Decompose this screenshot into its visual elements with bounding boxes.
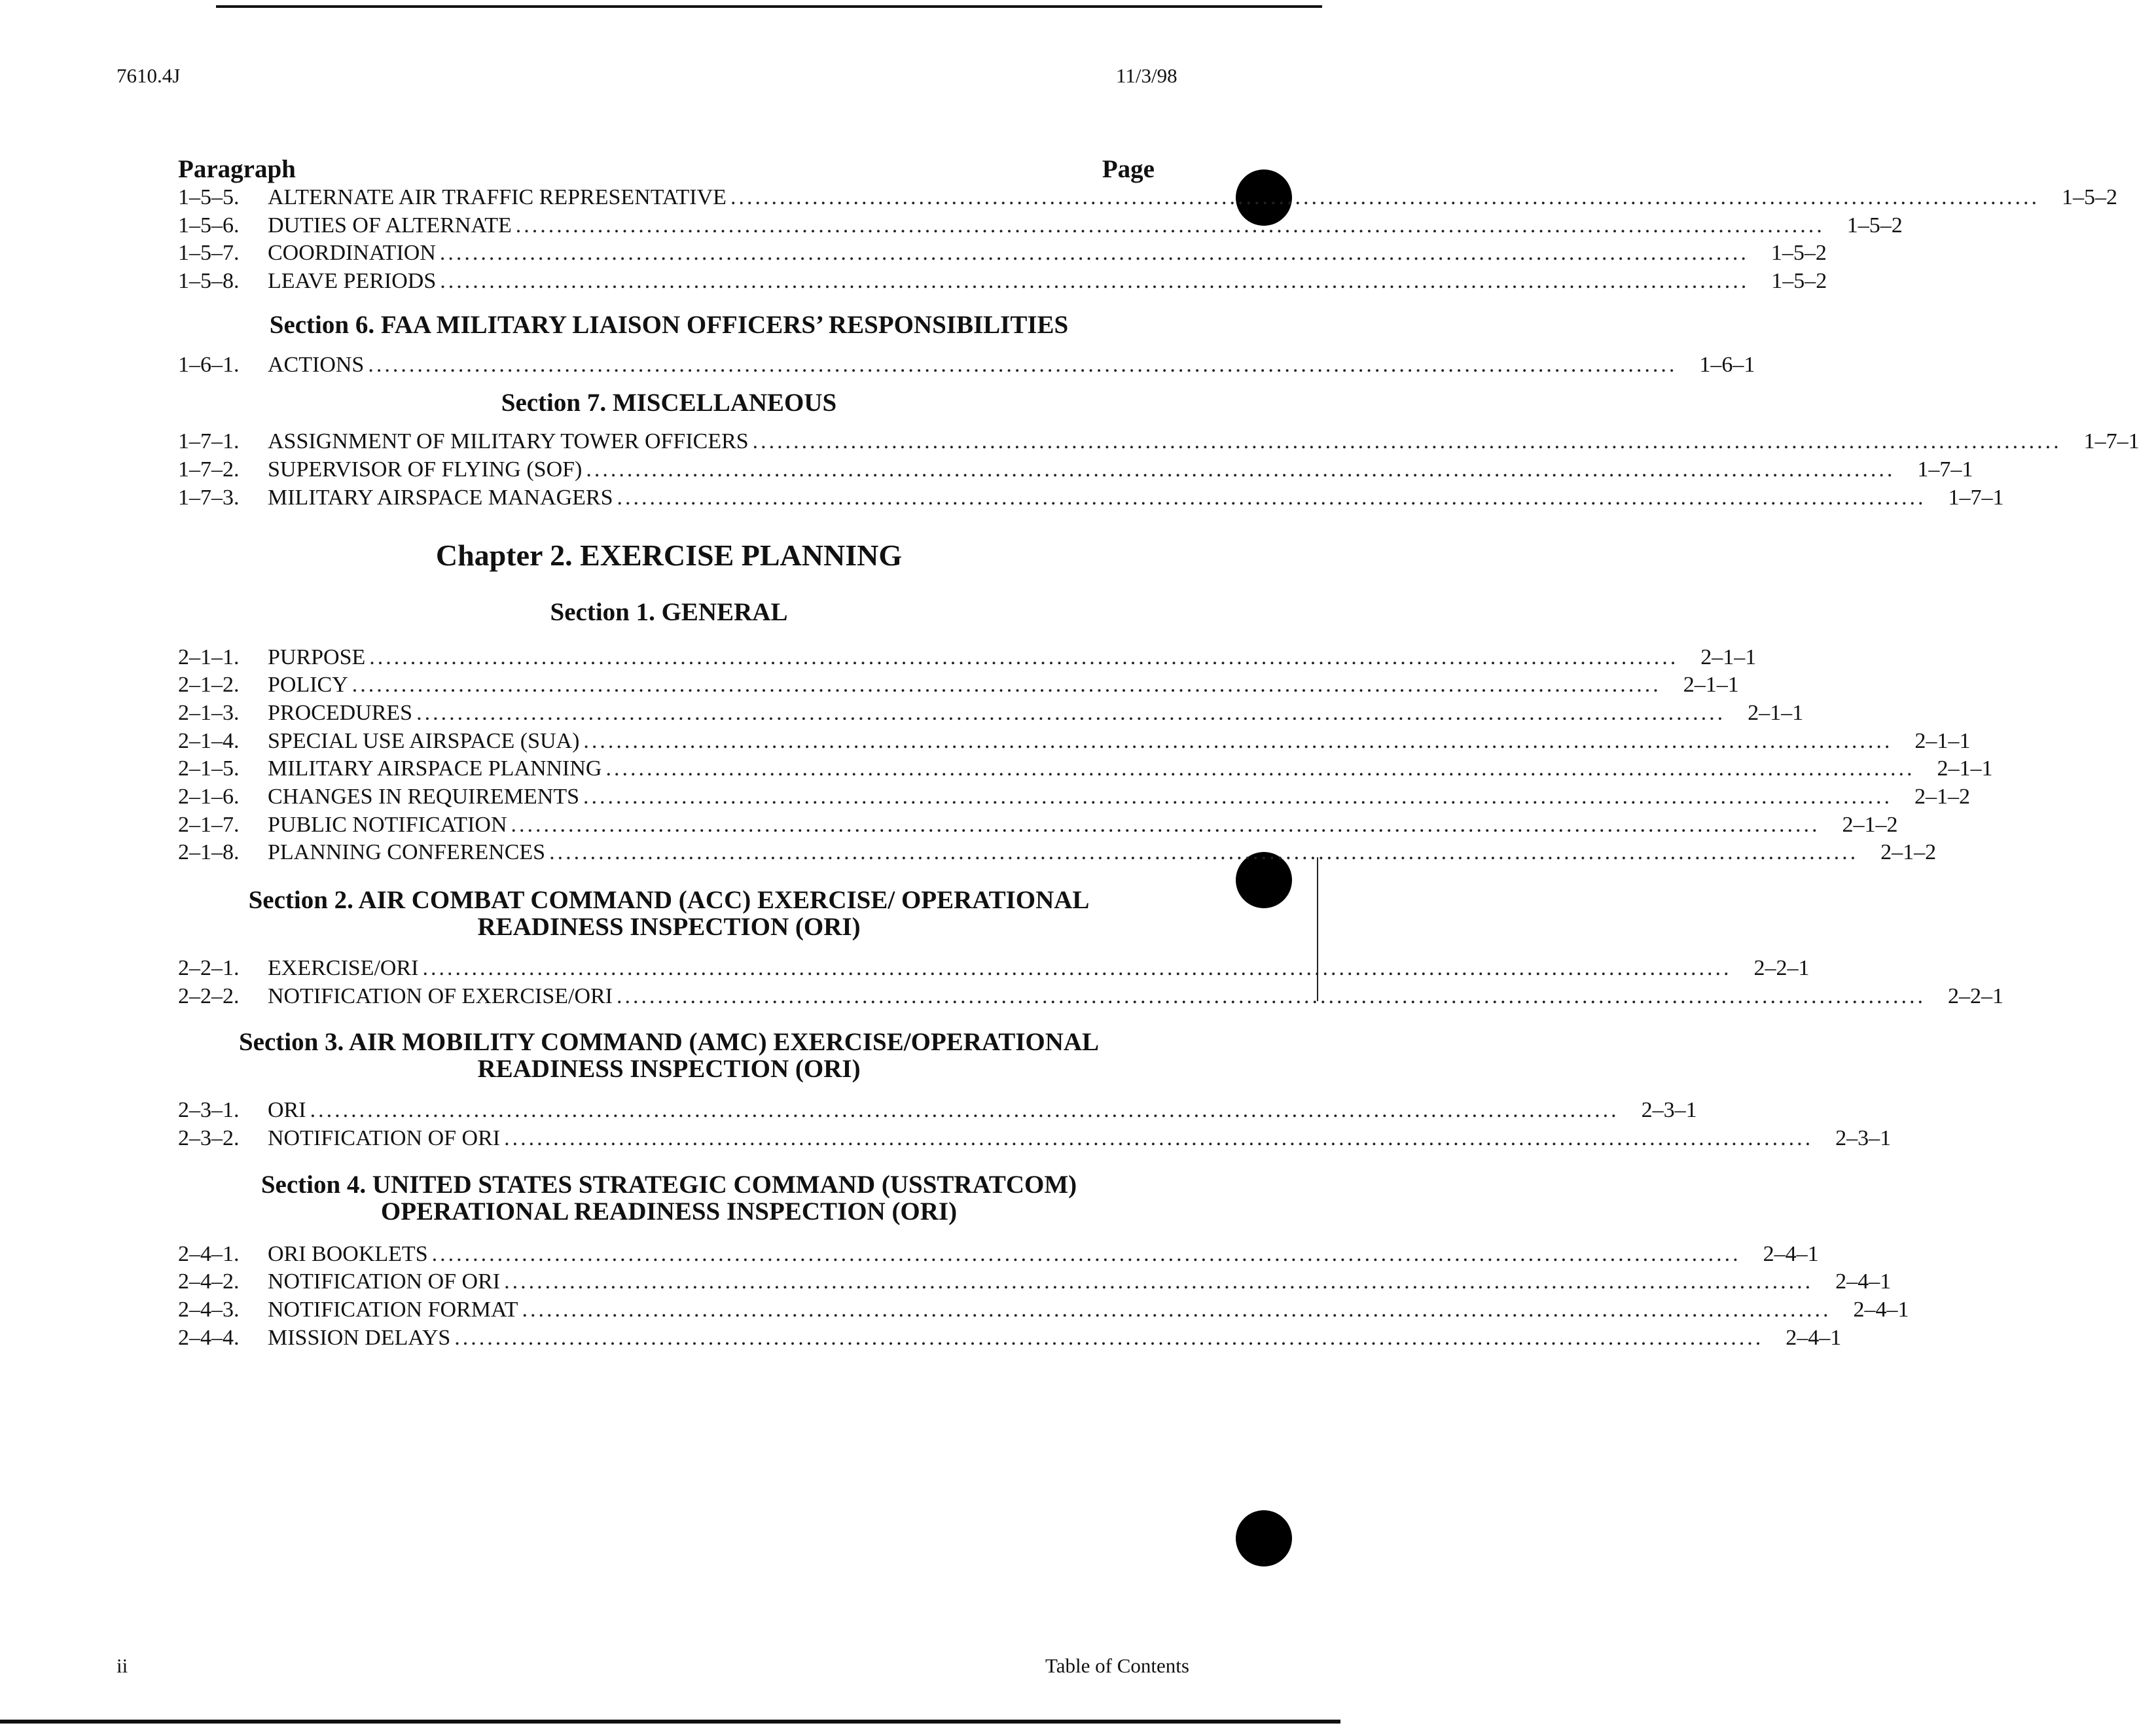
page-reference: 2–2–1 [1753, 956, 1810, 980]
toc-entry[interactable] [178, 756, 1993, 785]
entry-title: EXERCISE/ORI [268, 956, 419, 980]
dot-leader: ................................................................................................................................................................ [730, 185, 2039, 209]
paragraph-number: 1–6–1. [178, 352, 240, 377]
dot-leader: ................................................................................................................................................................ [617, 983, 1926, 1008]
section-title-line: OPERATIONAL READINESS INSPECTION (ORI) [380, 1197, 958, 1226]
section-heading [178, 389, 1160, 416]
paragraph-number: 1–7–2. [178, 457, 240, 482]
page-reference: 2–1–1 [1937, 756, 1993, 781]
dot-leader: ................................................................................................................................................................ [522, 1298, 1831, 1322]
dot-leader: ................................................................................................................................................................ [583, 728, 1893, 753]
toc-entry[interactable] [178, 1098, 1697, 1126]
section-heading [178, 887, 1160, 940]
paragraph-number: 1–5–8. [178, 269, 240, 294]
page-reference: 2–1–2 [1842, 812, 1898, 837]
dot-leader: ................................................................................................................................................................ [368, 352, 1678, 377]
toc-entry[interactable] [178, 1126, 1892, 1154]
page-reference: 2–3–1 [1835, 1126, 1892, 1151]
toc-group [178, 185, 2117, 297]
dot-leader: ................................................................................................................................................................ [431, 1241, 1741, 1266]
paragraph-number: 2–3–2. [178, 1126, 240, 1151]
entry-title: PURPOSE [268, 645, 366, 669]
toc-entry[interactable] [178, 485, 2004, 514]
toc-entry[interactable] [178, 1298, 1909, 1326]
section-heading [178, 599, 1160, 626]
page-reference: 2–3–1 [1641, 1098, 1697, 1123]
page-reference: 1–7–1 [1948, 485, 2004, 510]
toc-group [178, 538, 1993, 869]
section-title-line: Section 4. UNITED STATES STRATEGIC COMMAND (USSTRATCOM) [261, 1170, 1077, 1199]
dot-leader: ................................................................................................................................................................ [605, 756, 1915, 781]
page-reference: 2–1–1 [1914, 728, 1971, 753]
section-title-line: READINESS INSPECTION (ORI) [477, 1055, 861, 1084]
paragraph-number: 1–7–1. [178, 429, 240, 454]
toc-entry[interactable] [178, 429, 2140, 457]
top-rule [216, 5, 1322, 8]
page-reference: 1–5–2 [1846, 213, 1903, 238]
paragraph-number: 2–1–3. [178, 700, 240, 725]
entry-title: ACTIONS [268, 352, 365, 377]
entry-title: SUPERVISOR OF FLYING (SOF) [268, 457, 583, 482]
punch-hole-icon [1236, 1510, 1292, 1566]
toc-groups [178, 185, 2140, 1354]
chapter-title: Chapter 2. EXERCISE PLANNING [435, 538, 903, 572]
entry-title: MILITARY AIRSPACE PLANNING [268, 756, 602, 781]
paragraph-number: 2–1–5. [178, 756, 240, 781]
toc-entry[interactable] [178, 645, 1757, 673]
entry-title: POLICY [268, 673, 348, 698]
page-reference: 2–1–1 [1683, 673, 1739, 698]
toc-group [178, 310, 1755, 381]
dot-leader: ................................................................................................................................................................ [422, 956, 1732, 980]
paragraph-number: 2–4–2. [178, 1269, 240, 1294]
page-reference: 2–1–2 [1880, 840, 1937, 865]
dot-leader: ................................................................................................................................................................ [617, 485, 1926, 510]
entry-title: NOTIFICATION OF ORI [268, 1269, 501, 1294]
document-number: 7610.4J [117, 64, 181, 87]
entry-title: DUTIES OF ALTERNATE [268, 213, 512, 238]
dot-leader: ................................................................................................................................................................ [511, 812, 1820, 837]
entry-title: NOTIFICATION FORMAT [268, 1298, 518, 1322]
page-reference: 2–4–1 [1786, 1325, 1842, 1350]
entry-title: PLANNING CONFERENCES [268, 840, 546, 865]
page-number: ii [117, 1654, 128, 1677]
section-heading [178, 1029, 1160, 1082]
entry-title: ASSIGNMENT OF MILITARY TOWER OFFICERS [268, 429, 749, 454]
entry-title: ORI [268, 1098, 306, 1123]
toc-group [178, 389, 2140, 513]
section-heading [178, 311, 1160, 338]
toc-group [178, 886, 2003, 1012]
column-headers [178, 147, 1160, 184]
paragraph-number: 2–1–6. [178, 784, 240, 809]
entry-title: NOTIFICATION OF ORI [268, 1126, 501, 1151]
page-reference: 1–6–1 [1699, 352, 1755, 377]
footer-title: Table of Contents [1045, 1654, 1189, 1677]
toc-entry[interactable] [178, 700, 1804, 729]
paragraph-number: 2–1–1. [178, 645, 240, 669]
toc-entry[interactable] [178, 1241, 1819, 1270]
paragraph-number: 2–1–4. [178, 728, 240, 753]
paragraph-column-header: Paragraph [178, 155, 296, 183]
entry-title: ORI BOOKLETS [268, 1241, 428, 1266]
paragraph-number: 2–2–1. [178, 956, 240, 980]
toc-entry[interactable] [178, 956, 1810, 984]
dot-leader: ................................................................................................................................................................ [549, 840, 1859, 865]
paragraph-number: 2–2–2. [178, 983, 240, 1008]
toc-entry[interactable] [178, 185, 2117, 213]
entry-title: ALTERNATE AIR TRAFFIC REPRESENTATIVE [268, 185, 727, 209]
paragraph-number: 2–4–1. [178, 1241, 240, 1266]
page-reference: 2–1–1 [1700, 645, 1757, 669]
paragraph-number: 2–1–8. [178, 840, 240, 865]
toc-group [178, 1028, 1892, 1154]
entry-title: MISSION DELAYS [268, 1325, 451, 1350]
section-title-line: Section 6. FAA MILITARY LIAISON OFFICERS’ RESPONSIBILITIES [269, 310, 1069, 339]
entry-title: COORDINATION [268, 241, 436, 266]
paragraph-number: 1–5–6. [178, 213, 240, 238]
entry-title: LEAVE PERIODS [268, 269, 437, 294]
entry-title: NOTIFICATION OF EXERCISE/ORI [268, 983, 613, 1008]
paragraph-number: 2–1–7. [178, 812, 240, 837]
dot-leader: ................................................................................................................................................................ [439, 241, 1749, 266]
toc-entry[interactable] [178, 812, 1898, 841]
page-reference: 2–4–1 [1835, 1269, 1892, 1294]
dot-leader: ................................................................................................................................................................ [586, 457, 1895, 482]
dot-leader: ................................................................................................................................................................ [369, 645, 1679, 669]
page-reference: 2–1–1 [1748, 700, 1804, 725]
entry-title: SPECIAL USE AIRSPACE (SUA) [268, 728, 580, 753]
entry-title: PUBLIC NOTIFICATION [268, 812, 507, 837]
table-of-contents [178, 147, 2140, 1354]
paragraph-number: 1–5–5. [178, 185, 240, 209]
dot-leader: ................................................................................................................................................................ [416, 700, 1726, 725]
dot-leader: ................................................................................................................................................................ [583, 784, 1892, 809]
paragraph-number: 1–5–7. [178, 241, 240, 266]
dot-leader: ................................................................................................................................................................ [515, 213, 1825, 238]
page-reference: 2–4–1 [1763, 1241, 1819, 1266]
toc-entry[interactable] [178, 352, 1755, 381]
entry-title: PROCEDURES [268, 700, 413, 725]
dot-leader: ................................................................................................................................................................ [752, 429, 2062, 454]
dot-leader: ................................................................................................................................................................ [351, 673, 1661, 698]
section-title-line: READINESS INSPECTION (ORI) [477, 913, 861, 941]
page-reference: 1–7–1 [1917, 457, 1973, 482]
section-heading [178, 1171, 1160, 1225]
paragraph-number: 2–4–4. [178, 1325, 240, 1350]
page-reference: 1–5–2 [1771, 269, 1827, 294]
toc-entry[interactable] [178, 241, 1827, 269]
section-title-line: Section 1. GENERAL [550, 597, 788, 626]
page-reference: 1–7–1 [2083, 429, 2140, 454]
document-date: 11/3/98 [1116, 64, 1177, 87]
toc-entry[interactable] [178, 840, 1937, 868]
entry-title: MILITARY AIRSPACE MANAGERS [268, 485, 613, 510]
page-reference: 2–4–1 [1853, 1298, 1909, 1322]
toc-entry[interactable] [178, 457, 1973, 486]
paragraph-number: 2–3–1. [178, 1098, 240, 1123]
toc-entry[interactable] [178, 983, 2003, 1012]
toc-entry[interactable] [178, 728, 1971, 757]
toc-entry[interactable] [178, 269, 1827, 297]
page-reference: 1–5–2 [2061, 185, 2117, 209]
toc-entry[interactable] [178, 1325, 1842, 1354]
bottom-rule [0, 1720, 1340, 1724]
section-title-line: Section 3. AIR MOBILITY COMMAND (AMC) EXERCISE/OPERATIONAL [238, 1028, 1100, 1057]
toc-entry[interactable] [178, 1269, 1892, 1298]
dot-leader: ................................................................................................................................................................ [504, 1269, 1814, 1294]
dot-leader: ................................................................................................................................................................ [454, 1325, 1764, 1350]
dot-leader: ................................................................................................................................................................ [310, 1098, 1619, 1123]
paragraph-number: 1–7–3. [178, 485, 240, 510]
page-column-header: Page [1102, 155, 1155, 183]
section-title-line: Section 7. MISCELLANEOUS [501, 389, 837, 417]
page-reference: 1–5–2 [1770, 241, 1827, 266]
dot-leader: ................................................................................................................................................................ [440, 269, 1750, 294]
page-reference: 2–1–2 [1914, 784, 1970, 809]
toc-group [178, 1170, 1909, 1354]
page-reference: 2–2–1 [1948, 983, 2003, 1008]
entry-title: CHANGES IN REQUIREMENTS [268, 784, 579, 809]
paragraph-number: 2–4–3. [178, 1298, 240, 1322]
dot-leader: ................................................................................................................................................................ [504, 1126, 1814, 1151]
toc-entry[interactable] [178, 213, 1903, 241]
section-title-line: Section 2. AIR COMBAT COMMAND (ACC) EXERCISE/ OPERATIONAL [248, 886, 1090, 914]
paragraph-number: 2–1–2. [178, 673, 240, 698]
toc-entry[interactable] [178, 784, 1970, 813]
toc-entry[interactable] [178, 673, 1739, 701]
